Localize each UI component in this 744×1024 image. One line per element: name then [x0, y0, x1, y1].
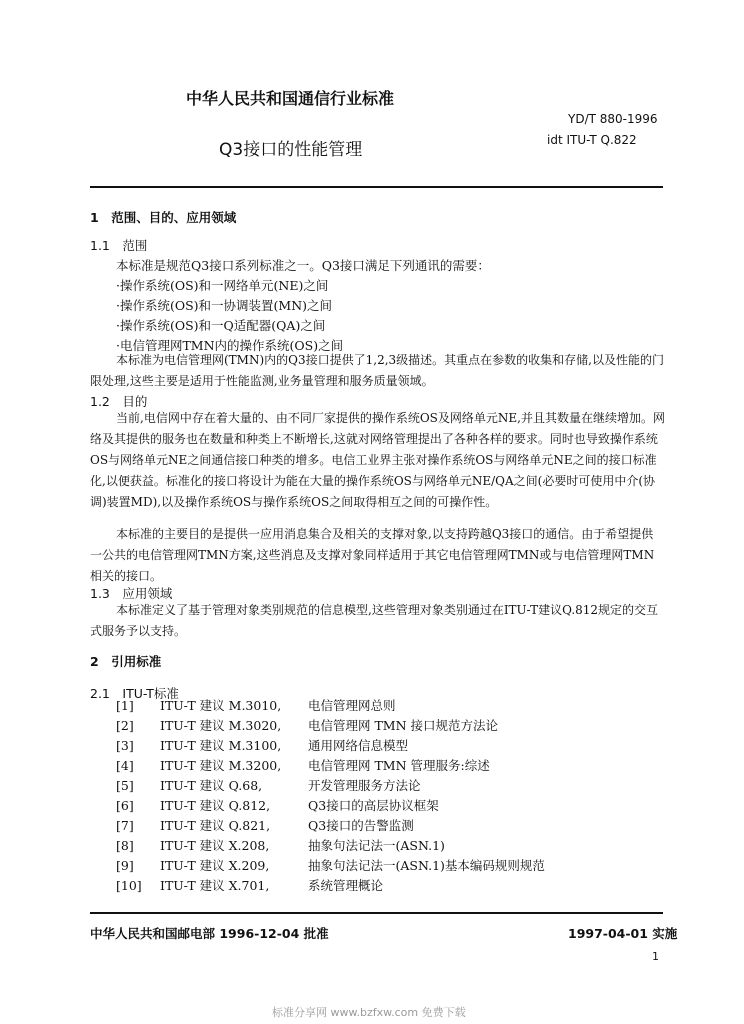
section-1-1-paragraph: 本标准为电信管理网(TMN)内的Q3接口提供了1,2,3级描述。其重点在参数的收集和存储,以及性能的门限处理,这些主要是适用于性能监测,业务量管理和服务质量领域。 — [90, 353, 664, 388]
ref-code: ITU-T 建议 X.209, — [160, 858, 270, 873]
ref-number: [8] — [116, 838, 134, 853]
ref-code: ITU-T 建议 X.208, — [160, 838, 270, 853]
idt-reference: idt ITU-T Q.822 — [547, 133, 637, 147]
section-1-2-heading: 1.2 目的 — [90, 394, 148, 409]
ref-code: ITU-T 建议 X.701, — [160, 878, 270, 893]
header-divider — [90, 186, 663, 188]
doc-code: YD/T 880-1996 — [568, 112, 658, 126]
list-item: ·操作系统(OS)和一协调装置(MN)之间 — [116, 298, 333, 313]
ref-code: ITU-T 建议 M.3010, — [160, 698, 282, 713]
ref-title: 开发管理服务方法论 — [308, 778, 421, 793]
ref-number: [7] — [116, 818, 134, 833]
doc-title: Q3接口的性能管理 — [219, 140, 363, 160]
section-1-3-paragraph: 本标准定义了基于管理对象类别规范的信息模型,这些管理对象类别通过在ITU-T建议Q.812规定的交互式服务予以支持。 — [90, 603, 659, 638]
ref-title: Q3接口的高层协议框架 — [308, 798, 439, 813]
ref-code: ITU-T 建议 M.3020, — [160, 718, 282, 733]
section-2-heading: 2 引用标准 — [90, 654, 162, 669]
standard-org-title: 中华人民共和国通信行业标准 — [186, 89, 395, 108]
ref-number: [10] — [116, 878, 142, 893]
ref-number: [6] — [116, 798, 134, 813]
ref-title: 抽象句法记法一(ASN.1)基本编码规则规范 — [308, 858, 545, 873]
ref-title: 抽象句法记法一(ASN.1) — [308, 838, 445, 853]
page-number: 1 — [652, 950, 659, 963]
ref-code: ITU-T 建议 M.3100, — [160, 738, 282, 753]
ref-code: ITU-T 建议 Q.68, — [160, 778, 263, 793]
ref-number: [2] — [116, 718, 134, 733]
approval-line: 中华人民共和国邮电部 1996-12-04 批准 — [90, 926, 329, 941]
ref-title: 系统管理概论 — [308, 878, 384, 893]
ref-code: ITU-T 建议 Q.821, — [160, 818, 271, 833]
ref-title: 电信管理网总则 — [308, 698, 396, 713]
section-1-1-heading: 1.1 范围 — [90, 238, 148, 253]
section-1-2-paragraph-2: 本标准的主要目的是提供一应用消息集合及相关的支撑对象,以支持跨越Q3接口的通信。由于希望提供一公共的电信管理网TMN方案,这些消息及支撑对象同样适用于其它电信管理网TMN或与电信管理网TMN相关的接口。 — [90, 527, 655, 583]
ref-number: [5] — [116, 778, 134, 793]
section-1-heading: 1 范围、目的、应用领域 — [90, 210, 237, 225]
list-item: ·电信管理网TMN内的操作系统(OS)之间 — [116, 338, 344, 353]
list-item: ·操作系统(OS)和一Q适配器(QA)之间 — [116, 318, 326, 333]
section-1-1-intro: 本标准是规范Q3接口系列标准之一。Q3接口满足下列通讯的需要： — [116, 258, 490, 273]
effective-date: 1997-04-01 实施 — [568, 926, 678, 941]
list-item: ·操作系统(OS)和一网络单元(NE)之间 — [116, 278, 329, 293]
ref-title: 电信管理网 TMN 管理服务:综述 — [308, 758, 490, 773]
ref-title: Q3接口的告警监测 — [308, 818, 414, 833]
ref-code: ITU-T 建议 M.3200, — [160, 758, 282, 773]
section-1-2-paragraph-1: 当前,电信网中存在着大量的、由不同厂家提供的操作系统OS及网络单元NE,并且其数量在继续增加。网络及其提供的服务也在数量和种类上不断增长,这就对网络管理提出了各种各样的要求。同时也导致操作系统OS与网络单元NE之间通信接口种类的增多。电信工业界主张对操作系统OS与网络单元NE之间的接口标准化,以便获益。标准化的接口将设计为能在大量的操作系统OS与网络单元NE/QA之间(必要时可使用中介(协调)装置MD),以及操作系统OS与操作系统OS之间取得相互之间的可操作性。 — [90, 411, 665, 509]
ref-title: 通用网络信息模型 — [308, 738, 409, 753]
ref-code: ITU-T 建议 Q.812, — [160, 798, 271, 813]
footer-divider — [90, 912, 663, 914]
section-1-3-heading: 1.3 应用领域 — [90, 586, 173, 601]
ref-number: [1] — [116, 698, 134, 713]
ref-number: [4] — [116, 758, 134, 773]
section-2-1-heading: 2.1 ITU-T标准 — [90, 686, 179, 701]
ref-number: [9] — [116, 858, 134, 873]
watermark-text: 标准分享网 www.bzfxw.com 免费下载 — [272, 1006, 466, 1019]
ref-title: 电信管理网 TMN 接口规范方法论 — [308, 718, 499, 733]
ref-number: [3] — [116, 738, 134, 753]
